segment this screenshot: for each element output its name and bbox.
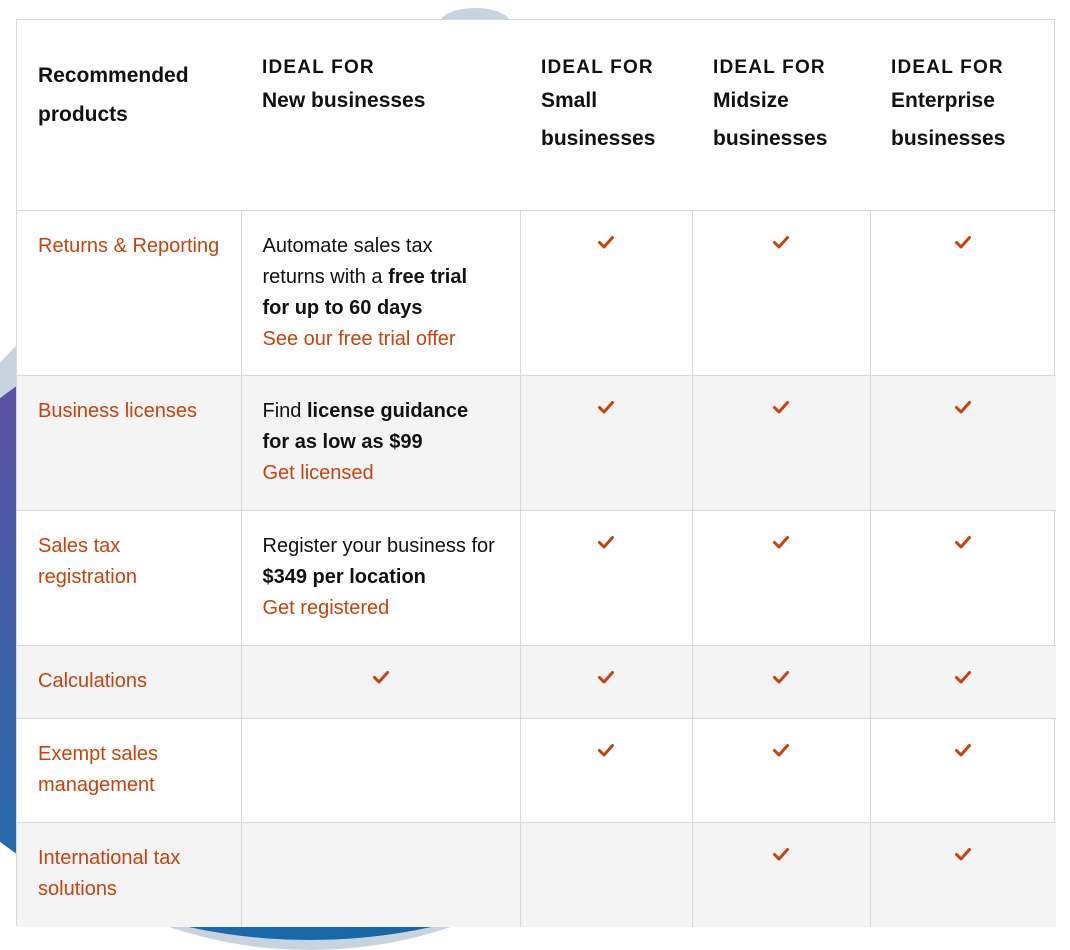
offer-highlight: $349 per location [262, 566, 426, 588]
cell-midsize [692, 719, 870, 823]
tier-name: Small businesses [541, 89, 656, 150]
checkmark-icon [954, 845, 972, 863]
table-row [17, 719, 1056, 823]
tier-prefix: IDEAL FOR [262, 57, 375, 78]
table-row [17, 211, 1056, 376]
table-row [17, 823, 1056, 927]
offer-link[interactable]: Get registered [262, 597, 390, 619]
cell-new [241, 719, 520, 823]
offer-text: Find [262, 400, 307, 422]
header-products-label: Recommended products [38, 64, 189, 126]
offer-link[interactable]: See our free trial offer [262, 328, 456, 350]
cell-midsize [692, 823, 870, 927]
checkmark-icon [772, 845, 790, 863]
offer-highlight: free trial for up to 60 days [262, 266, 468, 319]
comparison-table-card [16, 19, 1055, 926]
checkmark-icon [954, 398, 972, 416]
product-name[interactable]: Exempt sales management [17, 719, 241, 823]
cell-small [520, 646, 692, 719]
cell-new [241, 646, 520, 719]
header-tier-enterprise [870, 20, 1056, 211]
checkmark-icon [772, 233, 790, 251]
table-header-row [17, 20, 1056, 211]
cell-enterprise [870, 719, 1056, 823]
product-name[interactable]: Sales tax registration [17, 511, 241, 646]
cell-enterprise [870, 376, 1056, 511]
table-row [17, 646, 1056, 719]
tier-name: Enterprise businesses [891, 89, 1006, 150]
header-tier-new [241, 20, 520, 211]
checkmark-icon [954, 233, 972, 251]
cell-midsize [692, 511, 870, 646]
cell-small [520, 211, 692, 376]
checkmark-icon [597, 233, 615, 251]
checkmark-icon [597, 668, 615, 686]
checkmark-icon [772, 398, 790, 416]
header-tier-midsize [692, 20, 870, 211]
product-name[interactable]: Calculations [17, 646, 241, 719]
checkmark-icon [597, 398, 615, 416]
header-products [17, 20, 241, 211]
header-tier-small [520, 20, 692, 211]
cell-midsize [692, 376, 870, 511]
checkmark-icon [772, 741, 790, 759]
cell-new [241, 211, 520, 376]
product-name[interactable]: Business licenses [17, 376, 241, 511]
tier-prefix: IDEAL FOR [891, 57, 1004, 78]
checkmark-icon [954, 741, 972, 759]
cell-small [520, 719, 692, 823]
table-row [17, 511, 1056, 646]
checkmark-icon [772, 668, 790, 686]
cell-small [520, 511, 692, 646]
cell-small [520, 376, 692, 511]
product-name[interactable]: Returns & Reporting [17, 211, 241, 376]
checkmark-icon [954, 533, 972, 551]
tier-name: New businesses [262, 89, 426, 112]
cell-enterprise [870, 211, 1056, 376]
product-comparison-table [17, 20, 1056, 927]
offer-text: Register your business for [262, 535, 495, 557]
offer-link[interactable]: Get licensed [262, 462, 374, 484]
tier-prefix: IDEAL FOR [713, 57, 826, 78]
tier-prefix: IDEAL FOR [541, 57, 654, 78]
offer-highlight: license guidance for as low as $99 [262, 400, 469, 453]
product-name[interactable]: International tax solutions [17, 823, 241, 927]
cell-enterprise [870, 646, 1056, 719]
cell-midsize [692, 211, 870, 376]
cell-midsize [692, 646, 870, 719]
cell-enterprise [870, 511, 1056, 646]
table-row [17, 376, 1056, 511]
checkmark-icon [597, 741, 615, 759]
checkmark-icon [372, 668, 390, 686]
offer-text: Automate sales tax returns with a [262, 235, 433, 288]
cell-new [241, 376, 520, 511]
cell-enterprise [870, 823, 1056, 927]
cell-new [241, 511, 520, 646]
tier-name: Midsize businesses [713, 89, 828, 150]
checkmark-icon [954, 668, 972, 686]
checkmark-icon [772, 533, 790, 551]
checkmark-icon [597, 533, 615, 551]
cell-new [241, 823, 520, 927]
cell-small [520, 823, 692, 927]
